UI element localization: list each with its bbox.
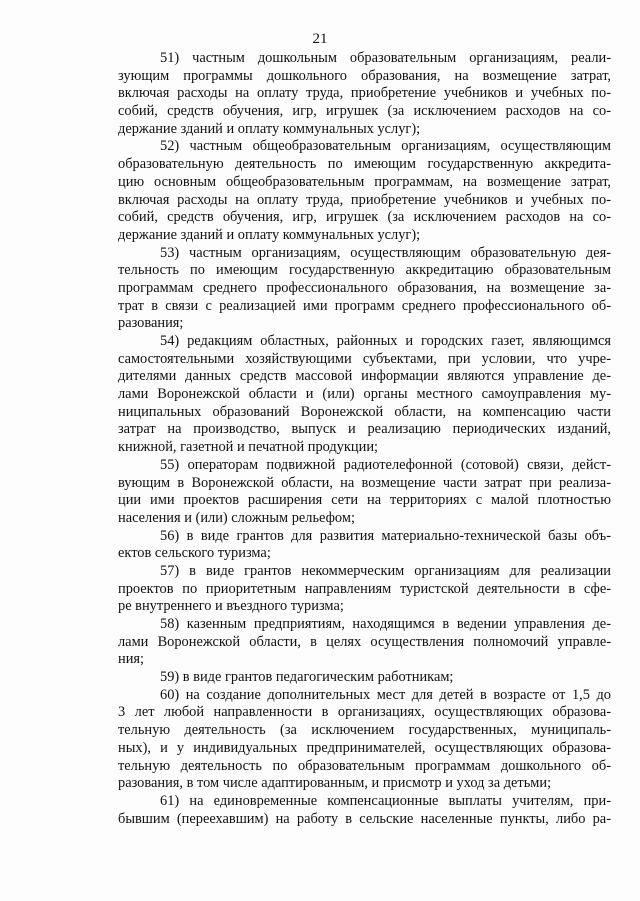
text-line: ния; [118,651,145,668]
text-line: 58) казенным предприятиям, находящимся в ведении управления де- [160,616,611,632]
text-line: лами Воронежской области и (или) органы местного самоуправления му- [118,386,611,403]
paragraph-item-53 [118,245,611,333]
text-line: включая расходы на оплату труда, приобретение учебников и учебных по- [118,191,611,208]
text-line: 59) в виде грантов педагогическим работникам; [160,669,454,686]
text-line: собий, средств обучения, игр, игрушек (за исключением расходов на со- [118,103,611,120]
text-line: 51) частным дошкольным образовательным организациям, реали- [160,50,611,66]
text-line: включая расходы на оплату труда, приобретение учебников и учебных по- [118,85,611,102]
text-line: книжной, газетной и печатной продукции; [118,439,379,456]
paragraph-item-58 [118,616,611,669]
text-line: населения и (или) сложным рельефом; [118,509,355,526]
text-line: 61) на единовременные компенсационные выплаты учителям, при- [160,792,611,809]
paragraph-item-55 [118,457,611,528]
text-line: ных), и у индивидуальных предпринимателей, осуществляющих образова- [118,739,611,756]
text-line: образовательную деятельность по имеющим государственную аккредита- [118,156,611,173]
text-line: вующим в Воронежской области, на возмещение части затрат при реализа- [118,474,611,491]
text-line: 60) на создание дополнительных мест для детей в возрасте от 1,5 до [160,686,611,703]
text-line: затрат на производство, выпуск и реализацию периодических изданий, [118,421,611,438]
text-line: цию основным общеобразовательным программам, на возмещение затрат, [118,173,611,190]
text-line: собий, средств обучения, игр, игрушек (за исключением расходов на со- [118,209,611,226]
document-body [118,50,611,828]
text-line: лами Воронежской области, в целях осуществления полномочий управле- [118,633,611,650]
text-line: разования; [118,315,184,332]
text-line: ектов сельского туризма; [118,545,271,562]
text-line: ции ими проектов расширения сети на территориях с малой плотностью [118,492,611,509]
text-line: тельную деятельность по образовательным программам дошкольного об- [118,757,611,774]
text-line: программам среднего профессионального образования, на возмещение за- [118,279,611,296]
text-line: 53) частным организациям, осуществляющим образовательную дея- [160,244,611,261]
text-line: держание зданий и оплату коммунальных услуг); [118,226,421,243]
text-line: 52) частным общеобразовательным организациям, осуществляющим [160,138,611,155]
text-line: 54) редакциям областных, районных и городских газет, являющимся [160,333,611,349]
text-line: самостоятельными хозяйствующими субъектами, при условии, что учре- [118,350,611,367]
text-line: 57) в виде грантов некоммерческим организациям для реализации [160,562,611,579]
paragraph-item-56 [118,528,611,563]
paragraph-item-51 [118,50,611,138]
paragraph-item-57 [118,563,611,616]
text-line: 56) в виде грантов для развития материально-технической базы объ- [160,527,611,544]
text-line: тельную деятельность (за исключением государственных, муниципаль- [118,722,611,739]
text-line: зующим программы дошкольного образования, на возмещение затрат, [118,67,611,84]
text-line: бывшим (переехавшим) на работу в сельские населенные пункты, либо ра- [118,810,611,827]
text-line: разования, в том числе адаптированным, и присмотр и уход за детьми; [118,775,552,792]
text-line: тельность по имеющим государственную аккредитацию образовательным [118,262,611,279]
text-line: держание зданий и оплату коммунальных услуг); [118,120,421,137]
text-line: трат в связи с реализацией ими программ среднего профессионального об- [118,297,611,314]
text-line: ре внутреннего и въездного туризма; [118,598,344,615]
paragraph-item-61 [118,793,611,828]
text-line: дителями данных средств массовой информации являются управление де- [118,368,611,385]
text-line: 55) операторам подвижной радиотелефонной (сотовой) связи, дейст- [160,456,611,473]
text-line: 3 лет любой направленности в организациях, осуществляющих образова- [118,704,611,721]
paragraph-item-60 [118,687,611,793]
page-number: 21 [312,31,328,47]
text-line: ниципальных образований Воронежской области, на компенсацию части [118,403,611,420]
paragraph-item-59 [118,669,611,687]
paragraph-item-54 [118,333,611,457]
paragraph-item-52 [118,138,611,244]
text-line: проектов по приоритетным направлениям туристской деятельности в сфе- [118,580,611,597]
